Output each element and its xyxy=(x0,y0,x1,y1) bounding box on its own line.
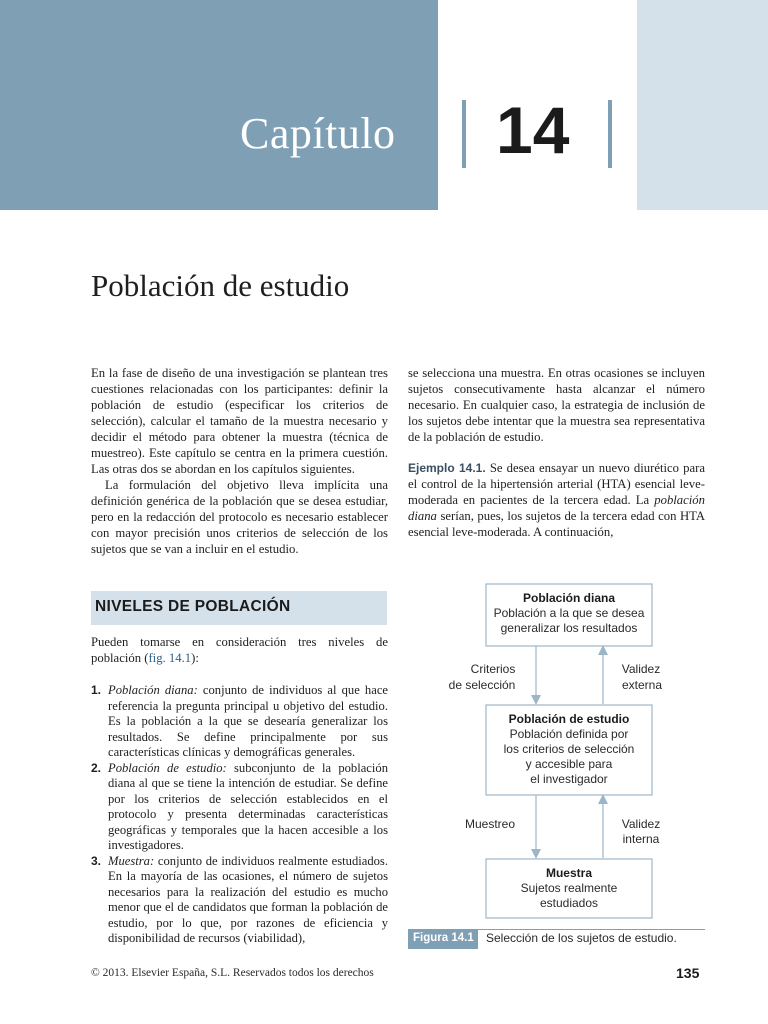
figure-caption-rule xyxy=(478,929,705,930)
label-validez-externa: Validez xyxy=(621,662,661,676)
example-label: Ejemplo 14.1. xyxy=(408,461,486,475)
label-validez-interna: Validez xyxy=(621,817,661,831)
chapter-word: Capítulo xyxy=(240,109,396,158)
box1-title: Población diana xyxy=(522,591,616,605)
label-criterios: de selección xyxy=(448,678,516,692)
box1-line: Población a la que se desea xyxy=(493,606,645,620)
label-validez-externa: externa xyxy=(621,678,663,692)
figure-diagram xyxy=(408,578,705,928)
footer-copyright: © 2013. Elsevier España, S.L. Reservados todos los derechos xyxy=(91,967,374,979)
list-item-term: Población diana: xyxy=(108,683,198,697)
box2-title: Población de estudio xyxy=(508,712,630,726)
box2-line: Población definida por xyxy=(509,727,629,741)
label-validez-interna: interna xyxy=(622,832,660,846)
list-item-text: conjunto de individuos al que hace referencia la pregunta principal u objetivo del estudio. Es la población a la que se desearía generalizar los resultados. Se define principalmente por sus características clínicas y demográficas generales. xyxy=(108,683,389,759)
figure-caption-label: Figura 14.1 xyxy=(413,932,474,944)
section-lead xyxy=(91,634,388,666)
list-item-term: Población de estudio: xyxy=(108,760,227,775)
figure-caption-label-box xyxy=(408,929,478,949)
chapter-banner xyxy=(0,0,438,210)
section-lead-a: Pueden tomarse en consideración tres niveles de población ( xyxy=(91,635,388,665)
box2-line: los criterios de selección xyxy=(503,742,635,756)
figure-reference-link[interactable]: fig. 14.1 xyxy=(148,651,192,665)
figure-caption-text: Selección de los sujetos de estudio. xyxy=(486,931,677,945)
box3-line: Sujetos realmente xyxy=(520,881,618,895)
list-item xyxy=(91,854,388,947)
intro-paragraph-continued: se selecciona una muestra. En otras ocasiones se incluyen sujetos consecutivamente hasta alcanzar el número necesario. En cualquier caso, la estrategia de inclusión de los sujetos debe intentar que la muestra sea representativa de la población de estudio. xyxy=(408,366,705,444)
intro-paragraph-2: La formulación del objetivo lleva implícita una definición genérica de la población que se desea estudiar, pero en la redacción del protocolo es necesario establecer con mayor precisión unos criterios de selección de los sujetos que se van a incluir en el estudio. xyxy=(91,478,388,556)
section-title: NIVELES DE POBLACIÓN xyxy=(95,598,291,615)
list-item xyxy=(91,761,388,854)
chapter-bar-right xyxy=(608,100,612,168)
list-item-number: 2. xyxy=(91,760,102,775)
label-criterios: Criterios xyxy=(470,662,516,676)
example-paragraph xyxy=(408,460,705,540)
example-text-a: Se desea ensayar un nuevo diurético para el control de la hipertensión arterial (HTA) esencial leve-moderada en pacientes de la tercera edad. La xyxy=(408,461,705,507)
population-levels-list xyxy=(91,683,388,947)
intro-paragraph-1: En la fase de diseño de una investigación se plantean tres cuestiones relacionadas con los participantes: definir la población de estudio (especificar los criterios de selección), calcular el tamaño de la muestra necesario y decidir el método para obtener la muestra (técnica de muestreo). Este capítulo se centra en la primera cuestión. Las otras dos se abordan en los capítulos siguientes. xyxy=(91,366,388,476)
list-item-term: Muestra: xyxy=(108,853,155,868)
list-item-text: subconjunto de la población diana al que se tiene la intención de estudiar. Se define por los criterios de selección establecidos en el protocolo y presenta determinadas características geográficas y temporales que la hacen accesible a los investigadores. xyxy=(108,760,388,852)
chapter-banner-accent xyxy=(637,0,768,210)
list-item xyxy=(91,683,388,761)
box3-line: estudiados xyxy=(539,896,599,910)
example-text-b: serían, pues, los sujetos de la tercera edad con HTA esencial leve-moderada. A continuación, xyxy=(408,509,706,539)
chapter-bar-left xyxy=(462,100,466,168)
list-item-number: 3. xyxy=(91,853,102,868)
label-muestreo: Muestreo xyxy=(464,817,516,831)
box3-title: Muestra xyxy=(545,866,593,880)
section-header xyxy=(91,591,387,625)
chapter-title: Población de estudio xyxy=(91,268,350,303)
intro-right-column xyxy=(408,365,705,540)
box2-line: y accesible para xyxy=(525,757,613,771)
box1-line: generalizar los resultados xyxy=(500,621,638,635)
page-number: 135 xyxy=(676,965,700,981)
list-item-text: conjunto de individuos realmente estudiados. En la mayoría de las ocasiones, el número de sujetos necesarios para la realización del estudio es mucho menor que el de candidatos que forman la población de estudio, por lo que, por razones de eficiencia y disponibilidad de recursos (viabilidad), xyxy=(108,853,388,945)
example-italic: población diana xyxy=(408,493,705,523)
chapter-number: 14 xyxy=(496,93,570,167)
intro-left-column xyxy=(91,365,388,557)
box2-line: el investigador xyxy=(530,772,608,786)
section-lead-b: ): xyxy=(191,651,199,665)
list-item-number: 1. xyxy=(91,683,102,697)
